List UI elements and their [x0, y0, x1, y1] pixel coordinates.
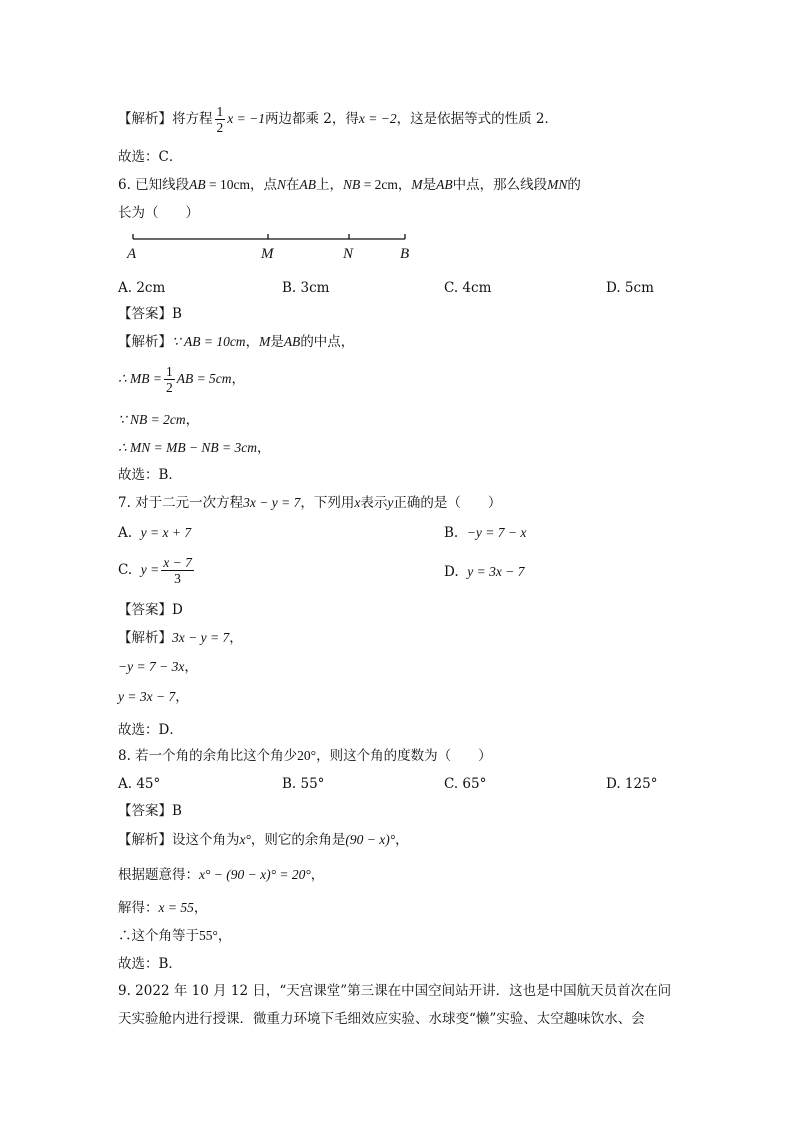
q8-analysis-1: 【解析】设这个角为x°，则它的余角是(90 − x)°， [118, 832, 409, 848]
q7-option-a: A. y = x + 7 [118, 525, 192, 541]
q8-answer: 【答案】B [118, 803, 182, 819]
q6-stem-line1: 6. 已知线段AB = 10cm，点N在AB上，NB = 2cm，M是AB中点，那么线段MN的 [118, 177, 581, 193]
q6-analysis-4: ∴ MN = MB − NB = 3cm， [118, 440, 271, 456]
fraction: $\frac{1}{2}$ [216, 104, 224, 135]
q8-choose: 故选：B． [118, 956, 182, 972]
q7-choose: 故选：D． [118, 722, 183, 738]
q8-analysis-2: 根据题意得：x° − (90 − x)° = 20°， [118, 867, 325, 883]
label-a: A [127, 246, 137, 262]
q6-choose: 故选：B． [118, 467, 182, 483]
q7-answer: 【答案】D [118, 602, 183, 618]
q8-analysis-4: ∴这个角等于55°， [118, 928, 232, 944]
label-b: B [400, 246, 410, 262]
q7-option-d: D. y = 3x − 7 [444, 564, 525, 580]
q9-stem-line1: 9. 2022 年 10 月 12 日，“天宫课堂”第三课在中国空间站开讲．这也是中国航天员首次在问 [118, 983, 672, 999]
q6-stem-line2: 长为（ ） [118, 205, 199, 221]
q7-option-c: C. y = $\frac{x - 7}{3}$ [118, 555, 192, 586]
q6-analysis-2: ∴ MB = $\frac{1}{2}$ AB = 5cm， [118, 364, 246, 395]
q5-choose: 故选：C． [118, 149, 183, 165]
q7-analysis-3: y = 3x − 7， [118, 689, 189, 705]
segment-diagram [118, 228, 428, 264]
q6-analysis-1: 【解析】∵ AB = 10cm，M是AB的中点， [118, 334, 355, 350]
fraction: $\frac{1}{2}$ [165, 364, 173, 395]
q6-option-a: A. 2cm [118, 280, 166, 296]
q6-option-b: B. 3cm [282, 280, 330, 296]
q8-option-b: B. 55° [282, 776, 325, 792]
q8-analysis-3: 解得：x = 55， [118, 900, 208, 916]
q8-option-d: D. 125° [606, 776, 658, 792]
q6-analysis-3: ∵ NB = 2cm， [118, 412, 200, 428]
label-m: M [261, 246, 274, 262]
q7-stem: 7. 对于二元一次方程3x − y = 7，下列用x表示y正确的是（ ） [118, 495, 502, 511]
q6-option-d: D. 5cm [606, 280, 654, 296]
q6-answer: 【答案】B [118, 306, 182, 322]
q8-option-a: A. 45° [118, 776, 161, 792]
q8-stem: 8. 若一个角的余角比这个角少20°，则这个角的度数为（ ） [118, 748, 492, 764]
label-n: N [343, 246, 354, 262]
q7-analysis-2: −y = 7 − 3x， [118, 659, 198, 675]
q9-stem-line2: 天实验舱内进行授课．微重力环境下毛细效应实验、水球变“懒”实验、太空趣味饮水、会 [118, 1011, 645, 1027]
q5-analysis-line: 【解析】将方程 $\frac{1}{2}$ x = −1两边都乘 2，得x = −2，这是依据等式的性质 2． [118, 104, 558, 135]
q7-analysis-1: 【解析】3x − y = 7， [118, 630, 243, 646]
fraction: $\frac{x - 7}{3}$ [163, 555, 192, 586]
q7-option-b: B. −y = 7 − x [444, 525, 527, 541]
q8-option-c: C. 65° [444, 776, 487, 792]
q6-option-c: C. 4cm [444, 280, 492, 296]
